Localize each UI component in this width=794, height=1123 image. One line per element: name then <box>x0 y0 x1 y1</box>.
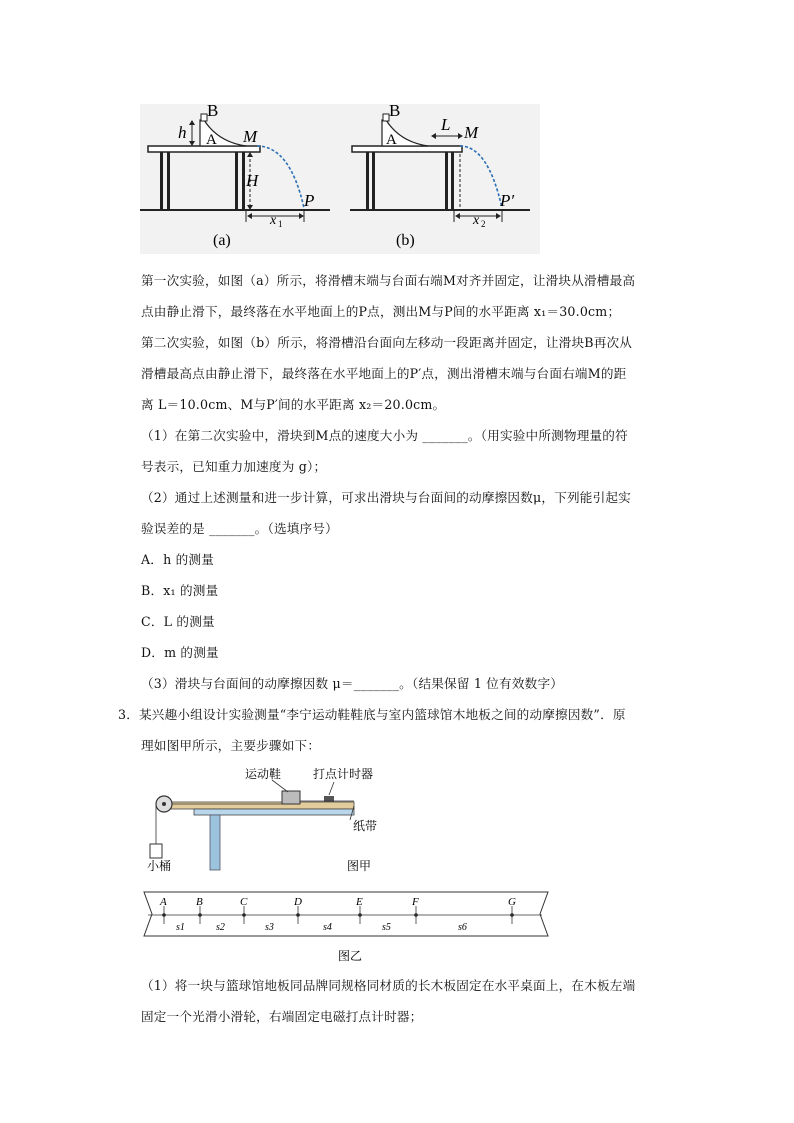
problem-3-line1: 3．某兴趣小组设计实验测量“李宁运动鞋鞋底与室内篮球馆木地板之间的动摩擦因数”．原 <box>118 707 626 722</box>
label-m2: M <box>464 123 479 142</box>
step-1-line1: （1）将一块与篮球馆地板同品牌同规格同材质的长木板固定在水平桌面上，在木板左端 <box>141 978 636 993</box>
segment-label-s6: s6 <box>458 922 467 933</box>
label-x2-sub: 2 <box>481 219 486 229</box>
option-b: B．x₁ 的测量 <box>141 583 219 598</box>
paragraph-exp1-line2: 点由静止滑下，最终落在水平地面上的P点，测出M与P间的水平距离 x₁＝30.0cm； <box>141 304 621 319</box>
paragraph-exp2-line3: 离 L＝10.0cm、M与P′间的水平距离 x₂＝20.0cm。 <box>141 397 446 412</box>
tape-label-d: D <box>294 896 302 908</box>
caption-b: (b) <box>396 232 415 249</box>
question-2-line2: 验误差的是 _______。（选填序号） <box>141 521 338 536</box>
tape-label-c: C <box>240 896 248 908</box>
tape-label-f: F <box>412 896 419 908</box>
tape-label-a: A <box>160 896 167 908</box>
caption-a: (a) <box>213 232 231 249</box>
segment-label-s1: s1 <box>176 922 185 933</box>
caption-jia: 图甲 <box>347 859 372 873</box>
label-x1: x <box>270 213 277 228</box>
question-3: （3）滑块与台面间的动摩擦因数 μ＝_______。（结果保留 1 位有效数字） <box>141 676 564 691</box>
label-h: h <box>178 123 187 142</box>
label-bucket: 小桶 <box>147 859 172 873</box>
option-a: A．h 的测量 <box>141 552 214 567</box>
label-x1-sub: 1 <box>278 219 283 229</box>
segment-label-s5: s5 <box>382 922 391 933</box>
segment-label-s2: s2 <box>216 922 225 933</box>
question-1-line1: （1）在第二次实验中，滑块到M点的速度大小为 _______。（用实验中所测物理量的符 <box>141 428 628 443</box>
label-m: M <box>243 127 258 146</box>
option-c: C．L 的测量 <box>141 614 215 629</box>
tape-label-e: E <box>356 896 363 908</box>
segment-label-s4: s4 <box>323 922 332 933</box>
label-p: P <box>304 191 315 210</box>
figure-yi <box>138 884 550 966</box>
problem-3-line2: 理如图甲所示，主要步骤如下： <box>141 738 321 753</box>
tape-label-b: B <box>196 896 203 908</box>
caption-yi: 图乙 <box>338 949 363 963</box>
label-b: B <box>207 104 219 120</box>
label-l: L <box>441 115 451 134</box>
label-a: A <box>206 132 217 148</box>
tape-label-g: G <box>508 896 516 908</box>
segment-label-s3: s3 <box>265 922 274 933</box>
figure-ab <box>140 104 540 254</box>
label-p-prime: P′ <box>500 191 515 210</box>
option-d: D．m 的测量 <box>141 645 219 660</box>
question-1-line2: 号表示，已知重力加速度为 g）； <box>141 459 327 474</box>
figure-jia <box>140 764 400 876</box>
label-shoe: 运动鞋 <box>245 767 282 781</box>
label-x2: x <box>473 213 480 228</box>
paragraph-exp1-line1: 第一次实验，如图（a）所示，将滑槽末端与台面右端M对齐并固定，让滑块从滑槽最高 <box>141 273 636 288</box>
label-b2: B <box>389 104 401 120</box>
step-1-line2: 固定一个光滑小滑轮，右端固定电磁打点计时器； <box>141 1009 423 1024</box>
label-big-h: H <box>246 171 259 190</box>
label-timer: 打点计时器 <box>313 767 374 781</box>
question-2-line1: （2）通过上述测量和进一步计算，可求出滑块与台面间的动摩擦因数μ，下列能引起实 <box>141 490 631 505</box>
paragraph-exp2-line1: 第二次实验，如图（b）所示，将滑槽沿台面向左移动一段距离并固定，让滑块B再次从 <box>141 335 633 350</box>
label-a2: A <box>386 132 397 148</box>
paragraph-exp2-line2: 滑槽最高点由静止滑下，最终落在水平地面上的P′点，测出滑槽末端与台面右端M的距 <box>141 366 627 381</box>
label-tape: 纸带 <box>353 819 378 833</box>
